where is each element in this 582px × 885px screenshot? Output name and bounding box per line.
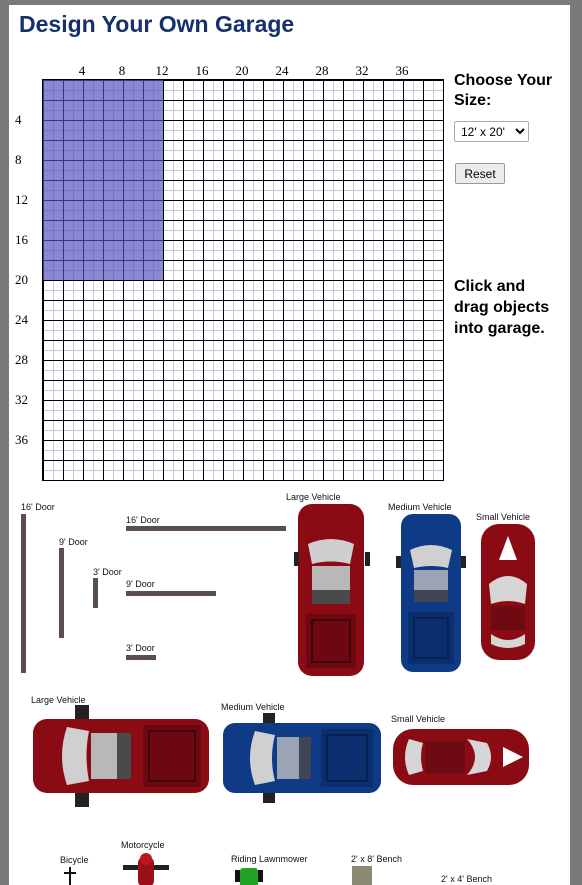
bench-2x4-label: 2' x 4' Bench [441,874,492,884]
door-3-vertical[interactable] [93,578,98,608]
y-tick-label: 32 [15,392,28,407]
door-16-horizontal[interactable] [126,526,286,531]
x-tick-label: 24 [275,63,289,78]
garage-footprint[interactable] [43,80,163,280]
garage-designer-page [9,5,570,885]
large-vehicle-vertical[interactable] [288,502,376,680]
instructions-text: Click and drag objects into garage. [454,278,550,337]
x-tick-label: 8 [118,63,126,78]
door-16-vertical[interactable] [21,514,26,673]
motorcycle[interactable] [121,851,171,885]
door-9-horizontal[interactable] [126,591,216,596]
large-vehicle-horizontal-label: Large Vehicle [31,695,86,705]
y-tick-label: 12 [15,192,28,207]
bicycle[interactable] [63,867,77,885]
x-tick-label: 16 [195,63,209,78]
size-select[interactable] [454,121,529,142]
x-tick-label: 4 [78,63,86,78]
motorcycle-label: Motorcycle [121,840,165,850]
y-tick-label: 4 [15,112,22,127]
door-9-vertical[interactable] [59,548,64,638]
riding-lawnmower[interactable] [235,866,263,885]
medium-vehicle-horizontal-label: Medium Vehicle [221,702,285,712]
door-3-horizontal-label: 3' Door [126,643,155,653]
y-tick-label: 8 [15,152,22,167]
x-tick-label: 36 [395,63,409,78]
y-tick-label: 20 [15,272,28,287]
choose-size-label: Choose Your Size: [454,72,553,109]
small-vehicle-vertical-label: Small Vehicle [476,512,531,522]
y-tick-label: 24 [15,312,28,327]
small-vehicle-vertical[interactable] [477,522,539,662]
x-tick-label: 32 [355,63,369,78]
bench-2x8-label: 2' x 8' Bench [351,854,402,864]
door-16-horizontal-label: 16' Door [126,515,160,525]
bicycle-label: Bicycle [60,855,89,865]
bench-2x8[interactable] [352,866,372,885]
y-tick-label: 16 [15,232,28,247]
page-title: Design Your Own Garage [19,11,295,37]
y-tick-label: 36 [15,432,28,447]
medium-vehicle-vertical[interactable] [396,512,466,674]
door-3-horizontal[interactable] [126,655,156,660]
large-vehicle-vertical-label: Large Vehicle [286,492,341,502]
x-tick-label: 28 [315,63,329,78]
x-tick-label: 12 [155,63,169,78]
riding-lawnmower-label: Riding Lawnmower [231,854,308,864]
x-tick-label: 20 [235,63,249,78]
small-vehicle-horizontal-label: Small Vehicle [391,714,446,724]
small-vehicle-horizontal[interactable] [391,725,531,789]
door-9-horizontal-label: 9' Door [126,579,155,589]
large-vehicle-horizontal[interactable] [31,705,213,809]
door-9-vertical-label: 9' Door [59,537,88,547]
reset-button[interactable]: Reset [455,163,505,184]
door-3-vertical-label: 3' Door [93,567,122,577]
y-tick-label: 28 [15,352,28,367]
medium-vehicle-vertical-label: Medium Vehicle [388,502,452,512]
medium-vehicle-horizontal[interactable] [221,713,383,803]
door-16-vertical-label: 16' Door [21,502,55,512]
garage-grid[interactable] [42,79,444,481]
